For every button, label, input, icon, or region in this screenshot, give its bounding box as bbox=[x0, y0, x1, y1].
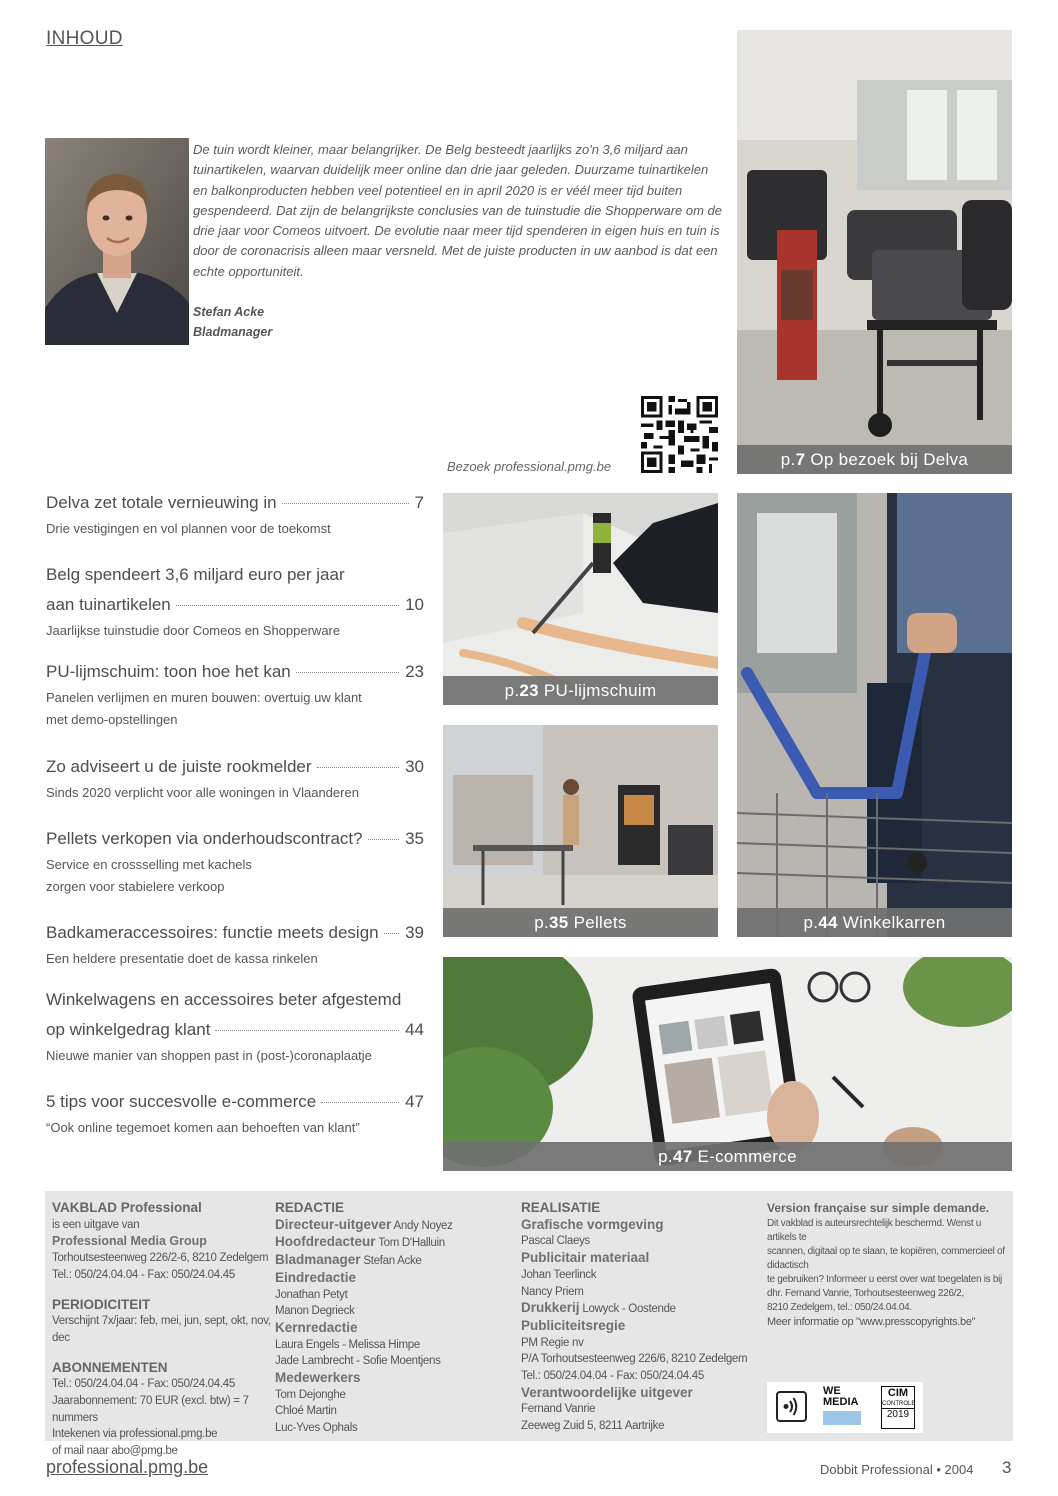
qr-code[interactable] bbox=[641, 396, 718, 473]
colophon-heading: REALISATIE bbox=[521, 1200, 601, 1215]
photo-caption-pellets: p.35 Pellets bbox=[443, 908, 718, 937]
toc-page: 30 bbox=[405, 757, 424, 776]
colophon-line: Verschijnt 7x/jaar: feb, mei, jun, sept, okt, nov, dec bbox=[52, 1315, 271, 1344]
author-portrait bbox=[45, 138, 189, 345]
photo-caption-e-commerce: p.47 E-commerce bbox=[443, 1142, 1012, 1171]
photo-caption-delva: p.7 Op bezoek bij Delva bbox=[737, 445, 1012, 474]
toc-title: Delva zet totale vernieuwing in bbox=[46, 493, 277, 512]
editorial-author bbox=[193, 302, 272, 342]
colophon-line: of mail naar abo@pmg.be bbox=[52, 1445, 178, 1458]
toc-item[interactable] bbox=[46, 1086, 424, 1139]
visit-website-text: Bezoek professional.pmg.be bbox=[447, 459, 612, 474]
author-role: Bladmanager bbox=[193, 325, 273, 339]
editorial-text: De tuin wordt kleiner, maar belangrijker. De Belg besteedt jaarlijks zo'n 3,6 miljard aan tuinartikelen, waarvan duidelijk meer online dan drie jaar geleden. Duurzame tuinartikelen en balkonproducten hebben veel potentieel en in april 2020 is er véél meer tijd buiten gespendeerd. Dat zijn de belangrijkste conclusies van de tuinstudie die Shopperware om de drie jaar voor Comeos uitvoert. De evolutie naar meer tijd spenderen in eigen huis en tuin is door de coronacrisis alleen maar versneld. Met de juiste producten in uw aanbod is dat een echte opportuniteit. bbox=[193, 142, 722, 279]
photo-pu-lijmschuim[interactable] bbox=[443, 493, 718, 705]
toc-title: Pellets verkopen via onderhoudscontract? bbox=[46, 829, 363, 848]
toc-title: Winkelwagens en accessoires beter afgestemd bbox=[46, 990, 402, 1009]
colophon-heading: VAKBLAD Professional bbox=[52, 1200, 202, 1215]
toc-page: 35 bbox=[405, 829, 424, 848]
toc-title: Zo adviseert u de juiste rookmelder bbox=[46, 757, 312, 776]
toc-subtitle: Panelen verlijmen en muren bouwen: overtuig uw klant bbox=[46, 690, 362, 705]
toc-subtitle: Jaarlijkse tuinstudie door Comeos en Shopperware bbox=[46, 623, 341, 638]
toc-page: 39 bbox=[405, 923, 424, 942]
colophon-realisatie: REALISATIE Grafische vormgeving Pascal Claeys Publicitair materiaal Johan Teerlinck Nancy Priem Drukkerij Lowyck - Oostende Publiciteitsregie PM Regie nv P/A Torhoutsesteenweg 226/6, 8210 Zedelgem Tel.: 050/24.04.04 - Fax: 050/24.04.45 Verantwoordelijke uitgever Fernand Vanrie Zeeweg Zuid 5, 8211 Aartrijke bbox=[521, 1200, 761, 1435]
photo-delva[interactable] bbox=[737, 30, 1012, 474]
toc-page: 7 bbox=[414, 493, 424, 512]
toc-title: Badkameraccessoires: functie meets design bbox=[46, 923, 379, 942]
toc-item[interactable] bbox=[46, 984, 424, 1067]
toc-subtitle: Nieuwe manier van shoppen past in (post-)coronaplaatje bbox=[46, 1048, 372, 1063]
toc-title: Belg spendeert 3,6 miljard euro per jaar bbox=[46, 565, 345, 584]
toc-page: 44 bbox=[405, 1020, 424, 1039]
colophon-line: Professional Media Group bbox=[52, 1234, 207, 1249]
colophon-line: Tel.: 050/24.04.04 - Fax: 050/24.04.45 bbox=[52, 1268, 235, 1281]
toc-page: 23 bbox=[405, 662, 424, 681]
colophon-redactie: REDACTIE Directeur-uitgever Andy Noyez Hoofdredacteur Tom D'Halluin Bladmanager Stefan Acke Eindredactie Jonathan Petyt Manon Degrieck Kernredactie Laura Engels - Melissa Himpe Jade Lambrecht - Sofie Moentjens Medewerkers Tom Dejonghe Chloé Martin Luc-Yves Ophals bbox=[275, 1200, 510, 1437]
photo-caption-winkelkarren: p.44 Winkelkarren bbox=[737, 908, 1012, 937]
photo-winkelkarren[interactable] bbox=[737, 493, 1012, 937]
toc-subtitle: Een heldere presentatie doet de kassa rinkelen bbox=[46, 951, 318, 966]
toc-item[interactable] bbox=[46, 823, 424, 898]
we-media-logo: WE MEDIA bbox=[823, 1386, 869, 1430]
colophon-line: Intekenen via professional.pmg.be bbox=[52, 1428, 218, 1441]
toc-item[interactable] bbox=[46, 917, 424, 970]
colophon-line: Jaarabonnement: 70 EUR (excl. btw) = 7 nummers bbox=[52, 1395, 249, 1424]
toc-item[interactable] bbox=[46, 487, 424, 540]
colophon-line: is een uitgave van bbox=[52, 1218, 140, 1231]
toc-title: aan tuinartikelen bbox=[46, 595, 171, 614]
toc-subtitle: zorgen voor stabielere verkoop bbox=[46, 879, 225, 894]
toc-title: op winkelgedrag klant bbox=[46, 1020, 211, 1039]
colophon bbox=[45, 1191, 1013, 1458]
footer-publication: Dobbit Professional • 2004 bbox=[820, 1462, 974, 1477]
toc-title: 5 tips voor succesvolle e-commerce bbox=[46, 1092, 317, 1111]
colophon-heading: Version française sur simple demande. bbox=[767, 1201, 990, 1215]
page-number: 3 bbox=[1002, 1458, 1012, 1477]
photo-caption-pu-lijmschuim: p.23 PU-lijmschuim bbox=[443, 676, 718, 705]
toc-page: 47 bbox=[405, 1092, 424, 1111]
colophon-copyright: Version française sur simple demande. Dit vakblad is auteursrechtelijk beschermd. Wenst u artikels te scannen, digitaal op te slaan, te kopiëren, commercieel of didactisch te gebruiken? Informeer u eerst over wat toegelaten is bij dhr. Fernand Vanrie, Torhoutsesteenweg 226/2, 8210 Zedelgem, tel.: 050/24.04.04. Meer informatie op "www.presscopyrights.be" bbox=[767, 1200, 1009, 1329]
toc-subtitle: met demo-opstellingen bbox=[46, 712, 178, 727]
toc-subtitle: Service en crossselling met kachels bbox=[46, 857, 252, 872]
colophon-heading: REDACTIE bbox=[275, 1200, 345, 1215]
photo-pellets[interactable] bbox=[443, 725, 718, 937]
colophon-heading: PERIODICITEIT bbox=[52, 1296, 151, 1312]
photo-e-commerce[interactable] bbox=[443, 957, 1012, 1171]
certification-logos bbox=[767, 1382, 923, 1433]
toc-item[interactable] bbox=[46, 559, 424, 642]
colophon-heading: ABONNEMENTEN bbox=[52, 1359, 168, 1375]
section-title: INHOUD bbox=[46, 28, 123, 49]
toc-item[interactable] bbox=[46, 656, 424, 731]
colophon-line: Torhoutsesteenweg 226/2-6, 8210 Zedelgem bbox=[52, 1252, 269, 1265]
author-name: Stefan Acke bbox=[193, 305, 265, 319]
toc-subtitle: “Ook online tegemoet komen aan behoeften van klant” bbox=[46, 1120, 360, 1135]
toc-subtitle: Drie vestigingen en vol plannen voor de toekomst bbox=[46, 521, 331, 536]
cim-logo: CIM CONTROLE 2019 bbox=[881, 1386, 915, 1429]
footer-website-link[interactable]: professional.pmg.be bbox=[46, 1457, 209, 1477]
toc-title: PU-lijmschuim: toon hoe het kan bbox=[46, 662, 291, 681]
toc-subtitle: Sinds 2020 verplicht voor alle woningen in Vlaanderen bbox=[46, 785, 359, 800]
toc-item[interactable] bbox=[46, 751, 424, 804]
colophon-publisher bbox=[52, 1200, 277, 1460]
colophon-line: Tel.: 050/24.04.04 - Fax: 050/24.04.45 bbox=[52, 1378, 235, 1391]
audio-logo-icon bbox=[776, 1391, 807, 1422]
toc-page: 10 bbox=[405, 595, 424, 614]
